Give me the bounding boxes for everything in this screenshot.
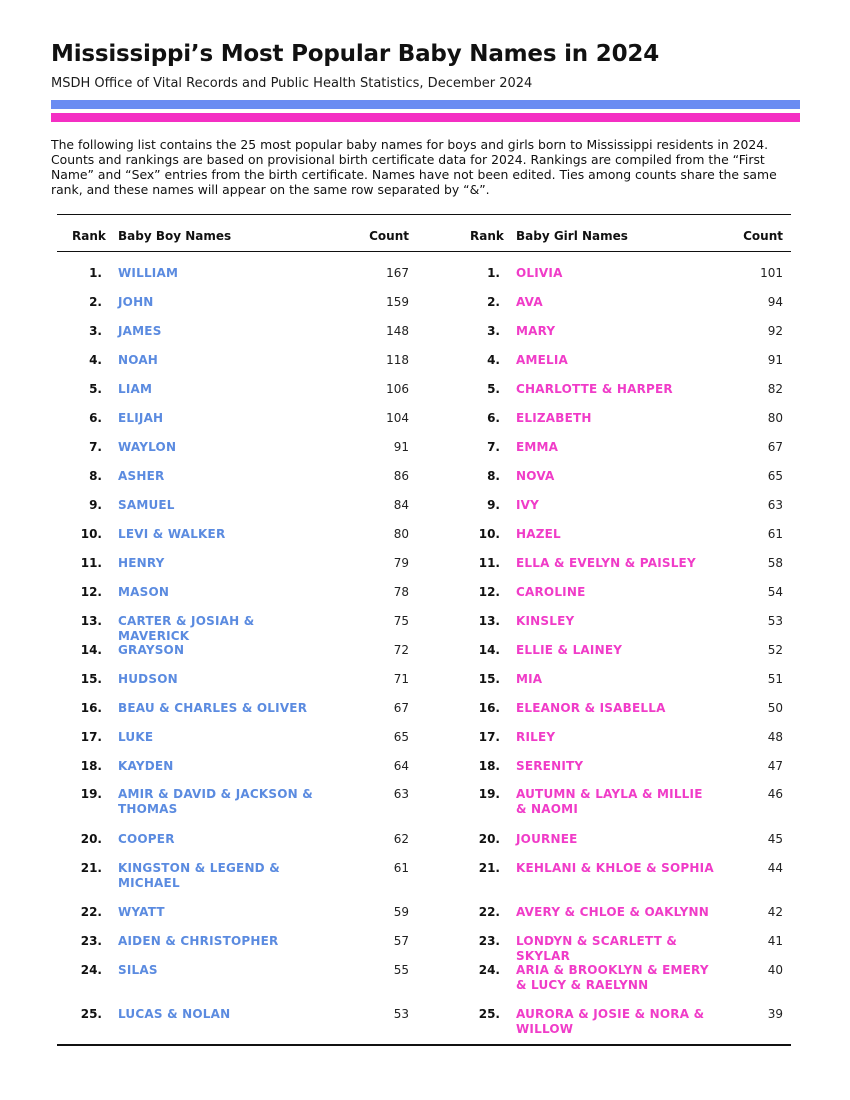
boy-rank: 13. [80, 614, 102, 628]
boy-rank: 19. [80, 787, 102, 801]
girl-name: NOVA [516, 469, 555, 483]
girl-name: ARIA & BROOKLYN & EMERY & LUCY & RAELYNN [516, 963, 709, 992]
boy-name: CARTER & JOSIAH & MAVERICK [118, 614, 255, 643]
girl-name: KEHLANI & KHLOE & SOPHIA [516, 861, 714, 875]
girl-count: 42 [767, 905, 783, 919]
girl-count: 67 [767, 440, 783, 454]
girl-count: 39 [767, 1007, 783, 1021]
boy-name: WAYLON [118, 440, 177, 454]
boy-count: 148 [386, 324, 409, 338]
girl-name: OLIVIA [516, 266, 563, 280]
girl-count: 101 [760, 266, 783, 280]
girl-rank: 12. [478, 585, 500, 599]
boy-rank: 22. [80, 905, 102, 919]
boy-count: 57 [393, 934, 409, 948]
girl-rank: 9. [487, 498, 500, 512]
boy-name: COOPER [118, 832, 175, 846]
girl-name: KINSLEY [516, 614, 575, 628]
boy-count: 63 [393, 787, 409, 801]
header-girl-rank: Rank [470, 229, 504, 243]
boy-rank: 7. [89, 440, 102, 454]
girl-rank: 2. [487, 295, 500, 309]
boy-count: 75 [393, 614, 409, 628]
boy-name: JOHN [118, 295, 154, 309]
girl-rank: 14. [478, 643, 500, 657]
boy-rank: 23. [80, 934, 102, 948]
boy-name: GRAYSON [118, 643, 185, 657]
boy-name: KAYDEN [118, 759, 174, 773]
boy-count: 106 [386, 382, 409, 396]
boy-count: 71 [393, 672, 409, 686]
girl-count: 47 [767, 759, 783, 773]
boy-rank: 15. [80, 672, 102, 686]
boy-count: 79 [393, 556, 409, 570]
boy-rank: 20. [80, 832, 102, 846]
boy-count: 167 [386, 266, 409, 280]
girl-count: 51 [767, 672, 783, 686]
boy-rank: 5. [89, 382, 102, 396]
girl-count: 45 [767, 832, 783, 846]
girl-rank: 20. [478, 832, 500, 846]
girl-count: 94 [767, 295, 783, 309]
girl-name: CHARLOTTE & HARPER [516, 382, 673, 396]
boy-count: 86 [393, 469, 409, 483]
girl-name: ELIZABETH [516, 411, 592, 425]
girl-name: MARY [516, 324, 556, 338]
blue-divider-bar [51, 100, 800, 109]
girl-rank: 6. [487, 411, 500, 425]
boy-count: 72 [393, 643, 409, 657]
boy-rank: 17. [80, 730, 102, 744]
boy-rank: 9. [89, 498, 102, 512]
girl-count: 63 [767, 498, 783, 512]
boy-name: SAMUEL [118, 498, 175, 512]
boy-count: 55 [393, 963, 409, 977]
boy-name: JAMES [118, 324, 162, 338]
girl-rank: 17. [478, 730, 500, 744]
girl-name: ELLA & EVELYN & PAISLEY [516, 556, 696, 570]
girl-name: RILEY [516, 730, 556, 744]
girl-count: 50 [767, 701, 783, 715]
girl-rank: 4. [487, 353, 500, 367]
boy-name: WILLIAM [118, 266, 179, 280]
boy-rank: 25. [80, 1007, 102, 1021]
boy-count: 67 [393, 701, 409, 715]
boy-rank: 8. [89, 469, 102, 483]
boy-count: 61 [393, 861, 409, 875]
pink-divider-bar [51, 113, 800, 122]
girl-name: IVY [516, 498, 540, 512]
girl-name: HAZEL [516, 527, 561, 541]
boy-rank: 3. [89, 324, 102, 338]
boy-count: 159 [386, 295, 409, 309]
girl-rank: 21. [478, 861, 500, 875]
girl-rank: 22. [478, 905, 500, 919]
header-girl-names: Baby Girl Names [516, 229, 628, 243]
girl-rank: 16. [478, 701, 500, 715]
boy-rank: 10. [80, 527, 102, 541]
girl-rank: 11. [478, 556, 500, 570]
girl-rank: 15. [478, 672, 500, 686]
boy-rank: 2. [89, 295, 102, 309]
girl-count: 54 [767, 585, 783, 599]
boy-rank: 21. [80, 861, 102, 875]
boy-count: 104 [386, 411, 409, 425]
table-bottom-rule [57, 1044, 791, 1046]
boy-rank: 11. [80, 556, 102, 570]
girl-count: 91 [767, 353, 783, 367]
girl-count: 80 [767, 411, 783, 425]
boy-count: 59 [393, 905, 409, 919]
boy-count: 91 [393, 440, 409, 454]
girl-name: JOURNEE [516, 832, 578, 846]
boy-rank: 24. [80, 963, 102, 977]
boy-name: AIDEN & CHRISTOPHER [118, 934, 279, 948]
girl-rank: 10. [478, 527, 500, 541]
boy-count: 118 [386, 353, 409, 367]
girl-name: LONDYN & SCARLETT & SKYLAR [516, 934, 678, 963]
boy-name: AMIR & DAVID & JACKSON & THOMAS [118, 787, 313, 816]
girl-rank: 8. [487, 469, 500, 483]
girl-name: ELLIE & LAINEY [516, 643, 623, 657]
girl-rank: 19. [478, 787, 500, 801]
intro-paragraph: The following list contains the 25 most popular baby names for boys and girls born to Mississippi residents in 2024. Counts and rankings are based on provisional birth certificate data for 2024. Rankings are compiled from the “First Name” and “Sex” entries from the birth certificate. Names have not been edited. Ties among counts share the same rank, and these names will appear on the same row separated by “&”. [51, 137, 777, 197]
header-girl-count: Count [743, 229, 783, 243]
girl-name: ELEANOR & ISABELLA [516, 701, 666, 715]
girl-name: AVERY & CHLOE & OAKLYNN [516, 905, 709, 919]
girl-count: 92 [767, 324, 783, 338]
table-header-rule [57, 251, 791, 252]
boy-name: MASON [118, 585, 170, 599]
boy-name: LUCAS & NOLAN [118, 1007, 231, 1021]
girl-rank: 18. [478, 759, 500, 773]
boy-name: BEAU & CHARLES & OLIVER [118, 701, 308, 715]
page-title: Mississippi’s Most Popular Baby Names in 2024 [51, 41, 660, 67]
boy-count: 64 [393, 759, 409, 773]
boy-rank: 4. [89, 353, 102, 367]
girl-count: 82 [767, 382, 783, 396]
girl-name: AMELIA [516, 353, 569, 367]
girl-rank: 23. [478, 934, 500, 948]
header-boy-rank: Rank [72, 229, 106, 243]
boy-rank: 1. [89, 266, 102, 280]
boy-count: 53 [393, 1007, 409, 1021]
boy-rank: 18. [80, 759, 102, 773]
girl-count: 40 [767, 963, 783, 977]
girl-name: AURORA & JOSIE & NORA & WILLOW [516, 1007, 705, 1036]
boy-rank: 14. [80, 643, 102, 657]
girl-count: 44 [767, 861, 783, 875]
boy-name: ASHER [118, 469, 165, 483]
boy-name: WYATT [118, 905, 165, 919]
boy-name: LIAM [118, 382, 153, 396]
boy-name: LEVI & WALKER [118, 527, 226, 541]
boy-name: LUKE [118, 730, 154, 744]
girl-rank: 3. [487, 324, 500, 338]
girl-count: 58 [767, 556, 783, 570]
girl-rank: 7. [487, 440, 500, 454]
girl-rank: 1. [487, 266, 500, 280]
girl-rank: 25. [478, 1007, 500, 1021]
boy-count: 65 [393, 730, 409, 744]
boy-name: KINGSTON & LEGEND & MICHAEL [118, 861, 280, 890]
header-boy-names: Baby Boy Names [118, 229, 232, 243]
boy-count: 62 [393, 832, 409, 846]
boy-count: 84 [393, 498, 409, 512]
boy-name: SILAS [118, 963, 158, 977]
girl-count: 41 [767, 934, 783, 948]
boy-rank: 12. [80, 585, 102, 599]
girl-rank: 5. [487, 382, 500, 396]
girl-count: 46 [767, 787, 783, 801]
header-boy-count: Count [369, 229, 409, 243]
girl-count: 53 [767, 614, 783, 628]
girl-name: AVA [516, 295, 543, 309]
girl-rank: 13. [478, 614, 500, 628]
girl-name: CAROLINE [516, 585, 586, 599]
girl-count: 65 [767, 469, 783, 483]
boy-name: ELIJAH [118, 411, 164, 425]
girl-name: MIA [516, 672, 543, 686]
boy-rank: 6. [89, 411, 102, 425]
boy-name: HUDSON [118, 672, 178, 686]
boy-count: 78 [393, 585, 409, 599]
girl-count: 61 [767, 527, 783, 541]
girl-count: 48 [767, 730, 783, 744]
boy-rank: 16. [80, 701, 102, 715]
table-top-rule [57, 214, 791, 215]
boy-name: NOAH [118, 353, 159, 367]
girl-name: SERENITY [516, 759, 584, 773]
girl-rank: 24. [478, 963, 500, 977]
girl-name: EMMA [516, 440, 559, 454]
page-subtitle: MSDH Office of Vital Records and Public Health Statistics, December 2024 [51, 76, 533, 91]
boy-count: 80 [393, 527, 409, 541]
girl-name: AUTUMN & LAYLA & MILLIE & NAOMI [516, 787, 703, 816]
girl-count: 52 [767, 643, 783, 657]
boy-name: HENRY [118, 556, 165, 570]
